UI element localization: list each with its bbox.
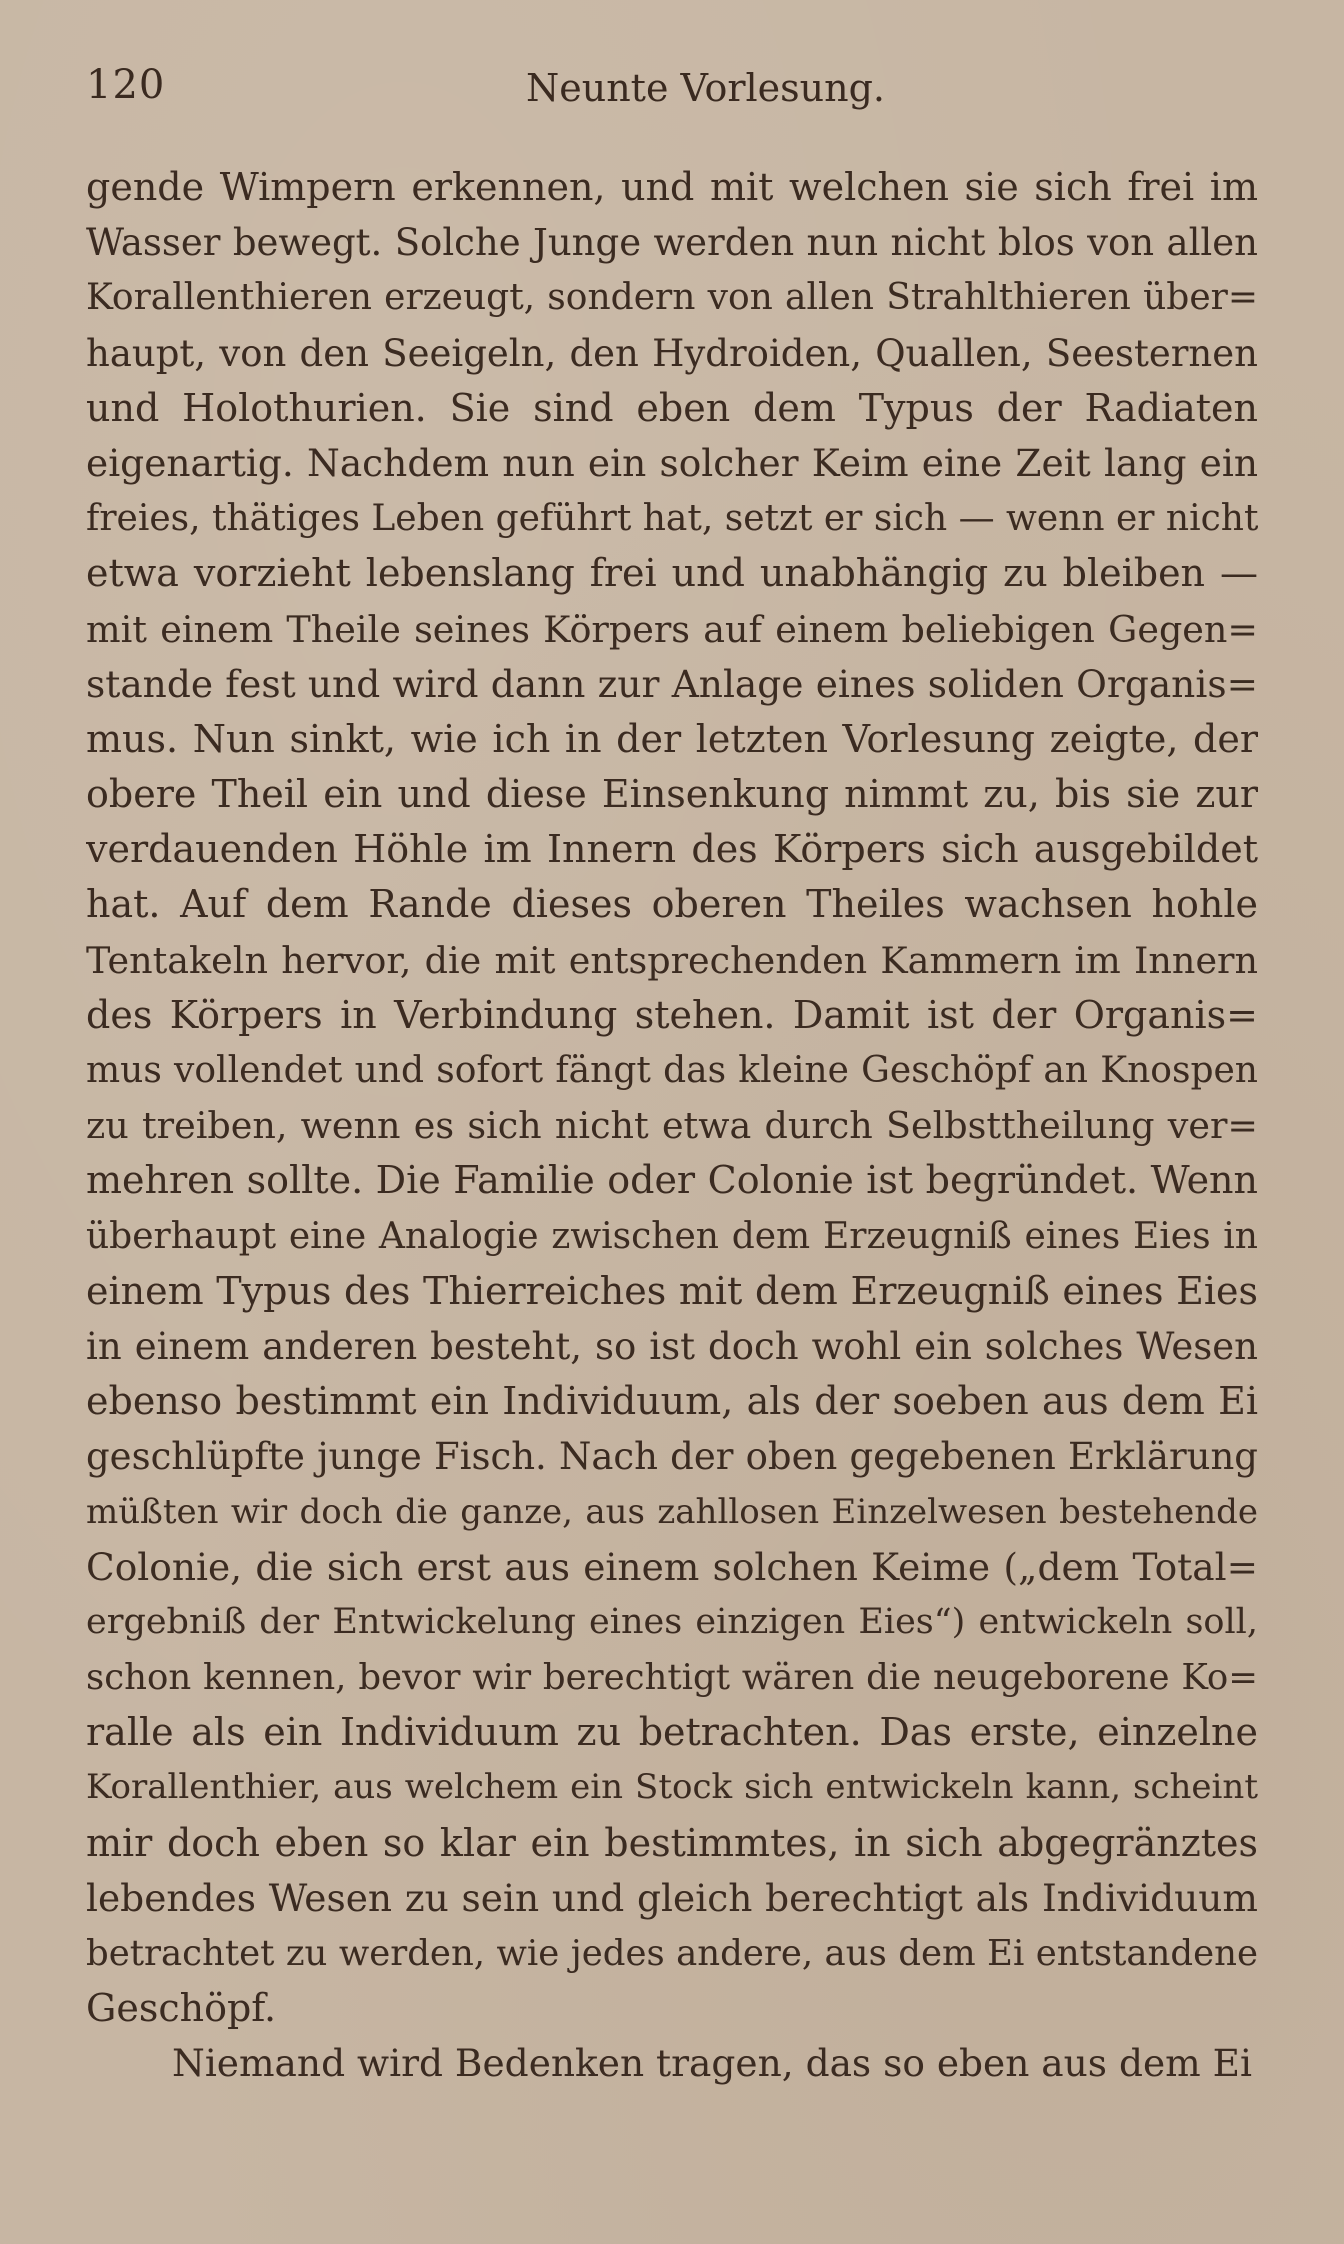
- text-line: mus vollendet und sofort fängt das kleine Geschöpf an Knospen: [86, 1050, 1258, 1091]
- text-line: haupt, von den Seeigeln, den Hydroiden, Quallen, Seesternen: [86, 331, 1258, 375]
- text-line: des Körpers in Verbindung stehen. Damit ist der Organis=: [86, 992, 1258, 1037]
- text-line: mus. Nun sinkt, wie ich in der letzten Vorlesung zeigte, der: [86, 716, 1258, 761]
- text-line: etwa vorzieht lebenslang frei und unabhängig zu bleiben —: [86, 551, 1258, 596]
- text-line-paragraph-start: Niemand wird Bedenken tragen, das so eben aus dem Ei: [172, 2041, 1253, 2086]
- text-line: ergebniß der Entwickelung eines einzigen Eies“) entwickeln soll,: [86, 1601, 1258, 1642]
- text-line: geschlüpfte junge Fisch. Nach der oben gegebenen Erklärung: [86, 1435, 1258, 1479]
- page-number: 120: [86, 62, 166, 108]
- text-line: mehren sollte. Die Familie oder Colonie ist begründet. Wenn: [86, 1158, 1258, 1203]
- text-line: lebendes Wesen zu sein und gleich berechtigt als Individuum: [86, 1875, 1258, 1920]
- body-text: [86, 160, 1258, 2092]
- text-line: Colonie, die sich erst aus einem solchen Keime („dem Total=: [86, 1544, 1258, 1589]
- text-line: Korallenthieren erzeugt, sondern von allen Strahlthieren über=: [86, 277, 1258, 319]
- text-line: in einem anderen besteht, so ist doch wohl ein solches Wesen: [86, 1324, 1258, 1368]
- page-header: [86, 62, 1258, 122]
- text-line: mir doch eben so klar ein bestimmtes, in sich abgegränztes: [86, 1820, 1258, 1865]
- text-line: betrachtet zu werden, wie jedes andere, aus dem Ei entstandene: [86, 1933, 1258, 1974]
- text-line: stande fest und wird dann zur Anlage eines soliden Organis=: [86, 661, 1258, 706]
- text-line: und Holothurien. Sie sind eben dem Typus der Radiaten: [86, 385, 1258, 430]
- text-line: überhaupt eine Analogie zwischen dem Erzeugniß eines Eies in: [86, 1215, 1258, 1257]
- text-line: mit einem Theile seines Körpers auf einem beliebigen Gegen=: [86, 607, 1258, 651]
- text-line: Wasser bewegt. Solche Junge werden nun nicht blos von allen: [86, 221, 1258, 265]
- text-line: ralle als ein Individuum zu betrachten. Das erste, einzelne: [86, 1710, 1258, 1755]
- text-line: hat. Auf dem Rande dieses oberen Theiles wachsen hohle: [86, 882, 1258, 927]
- text-line: gende Wimpern erkennen, und mit welchen sie sich frei im: [86, 165, 1258, 209]
- text-line: ebenso bestimmt ein Individuum, als der soeben aus dem Ei: [86, 1379, 1258, 1424]
- text-line: eigenartig. Nachdem nun ein solcher Keim eine Zeit lang ein: [86, 440, 1258, 485]
- text-line: zu treiben, wenn es sich nicht etwa durch Selbsttheilung ver=: [86, 1104, 1258, 1148]
- text-line: obere Theil ein und diese Einsenkung nimmt zu, bis sie zur: [86, 772, 1258, 817]
- text-line: verdauenden Höhle im Innern des Körpers sich ausgebildet: [86, 827, 1258, 872]
- text-line: Korallenthier, aus welchem ein Stock sich entwickeln kann, scheint: [86, 1767, 1258, 1808]
- text-line: schon kennen, bevor wir berechtigt wären die neugeborene Ko=: [86, 1657, 1258, 1699]
- text-line: Tentakeln hervor, die mit entsprechenden Kammern im Innern: [86, 938, 1258, 982]
- text-line-paragraph-end: Geschöpf.: [86, 1986, 277, 2031]
- text-line: einem Typus des Thierreiches mit dem Erzeugniß eines Eies: [86, 1268, 1258, 1313]
- text-line: müßten wir doch die ganze, aus zahllosen Einzelwesen bestehende: [86, 1491, 1258, 1532]
- running-head: Neunte Vorlesung.: [526, 66, 886, 110]
- text-line: freies, thätiges Leben geführt hat, setzt er sich — wenn er nicht: [86, 498, 1258, 540]
